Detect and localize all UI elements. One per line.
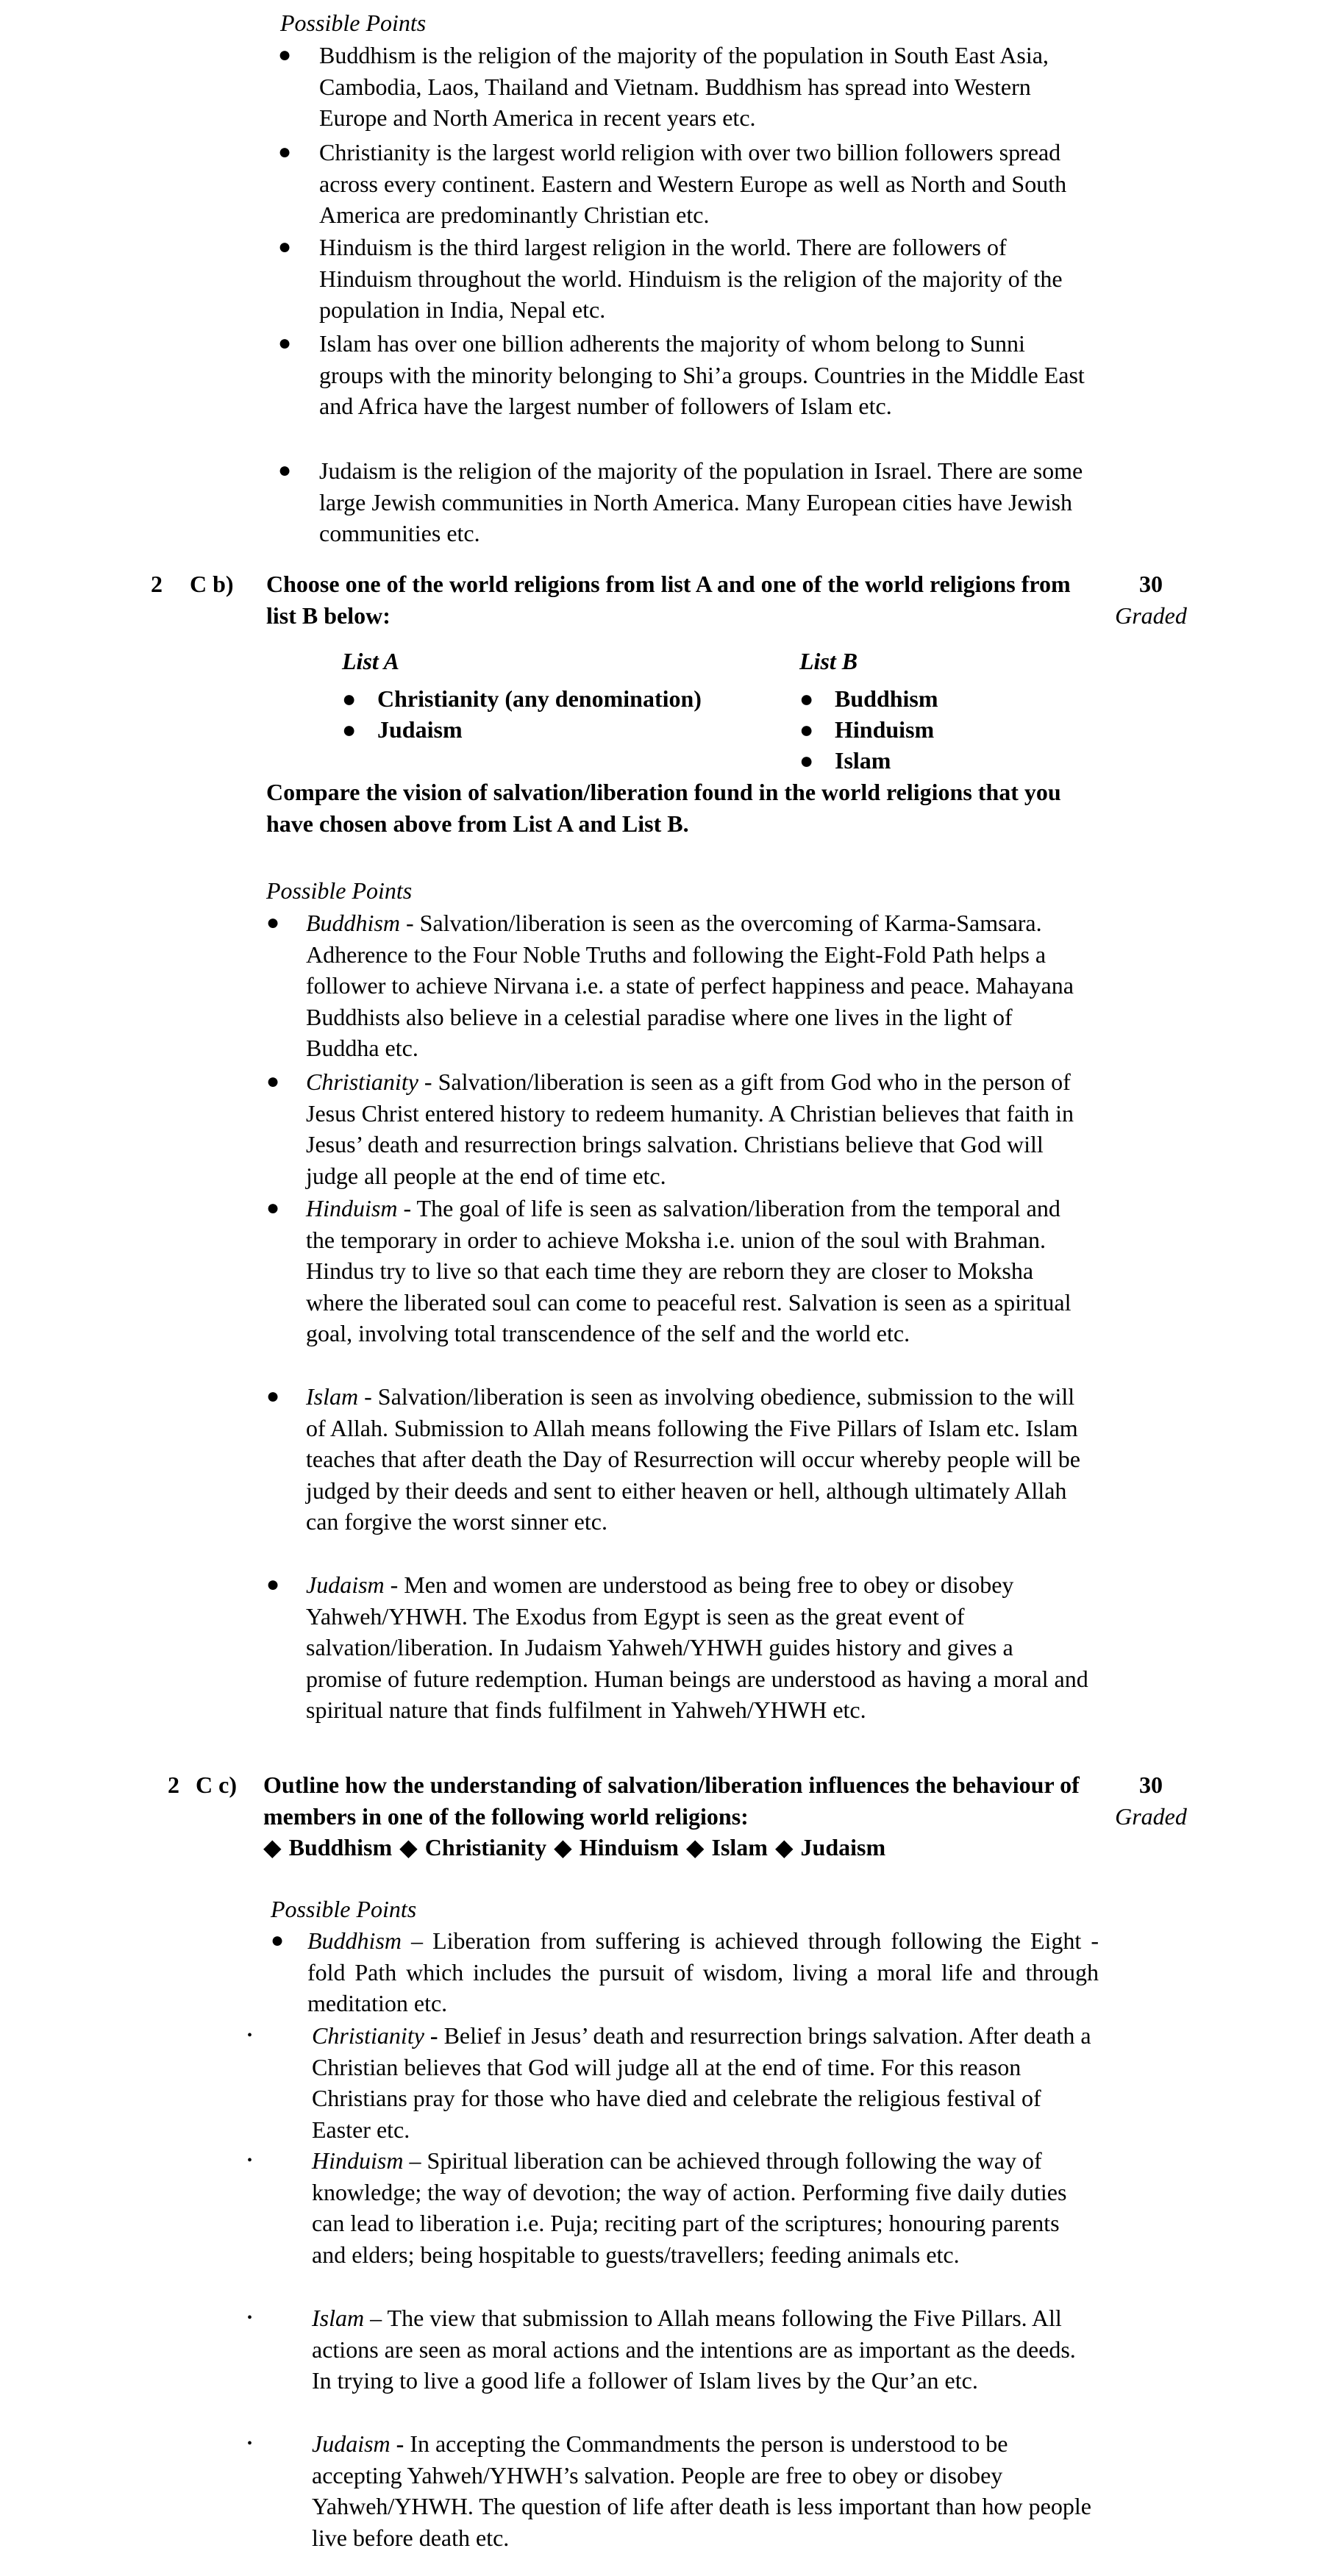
marks-value: 30 [1139, 571, 1163, 597]
bullet-icon: • [247, 2027, 253, 2044]
list-b-item: ● Hinduism [799, 714, 934, 746]
bullet-icon: ● [278, 235, 292, 259]
bullet-icon: ● [266, 1069, 280, 1093]
question-part: C b) [190, 571, 234, 597]
bullet-icon: ● [278, 140, 292, 164]
list-b-title: List B [799, 648, 858, 674]
bullet-icon: ● [799, 685, 814, 712]
religions-options-line: ◆ Buddhism ◆ Christianity ◆ Hinduism ◆ Islam ◆ Judaism [263, 1834, 886, 1860]
list-b-item: ● Islam [799, 745, 891, 777]
bullet-icon: ● [266, 1572, 280, 1596]
question-number: 2 [151, 571, 163, 597]
bullet-icon: ● [266, 910, 280, 935]
bullet-icon: ● [278, 43, 292, 67]
graded-label: Graded [1115, 1802, 1187, 1830]
bullet-icon: ● [271, 1928, 285, 1952]
marks-box [1103, 1769, 1199, 1832]
list-a-item: ● Christianity (any denomination) [342, 683, 702, 715]
section-a-heading: Possible Points [280, 10, 427, 36]
bullet-icon: • [247, 2310, 253, 2326]
bullet-icon: ● [266, 1384, 280, 1408]
possible-points-heading: Possible Points [266, 877, 413, 904]
possible-points-heading: Possible Points [271, 1896, 417, 1922]
bullet-icon: • [247, 2152, 253, 2169]
bullet-icon: ● [342, 716, 357, 743]
document-page: Possible Points ● Buddhism is the religion of the majority of the population in South East Asia, Cambodia, Laos, Thailand and Vietnam. Buddhism has spread into Western Europe and North America in recent years etc. ● Christianity is the largest world religion with over two billion followers spread across every continent. Eastern and Western Europe as well as North and South America are predominantly Christian etc. ● Hinduism is the third largest religion in the world. There are followers of Hinduism throughout the world. Hinduism is the religion of the majority of the population in India, Nepal etc. ● Islam has over one billion adherents the majority of whom belong to Sunni groups with the minority belonging to Shi’a groups. Countries in the Middle East and Africa have the largest number of followers of Islam etc. ● Judaism is the religion of the majority of the population in Israel. There are some large Jewish communities in North America. Many European cities have Jewish communities etc. 2 C b) Choose one of the world religions from list A and one of the world religions from list B below: 30 Graded List A List B ● Christianity (any denomination) ● Judaism ● Buddhism ● Hinduism ● Islam Compare the vision of salvation/liberation found in the world religions that you have chosen above from List A and List B. Possible Points ● Buddhism - Salvation/liberation is seen as the overcoming of Karma-Samsara. Adherence to the Four Noble Truths and following the Eight-Fold Path helps a follower to achieve Nirvana i.e. a state of perfect happiness and peace. Mahayana Buddhists also believe in a celestial paradise where one lives in the light of Buddha etc. ● Christianity - Salvation/liberation is seen as a gift from God who in the person of Jesus Christ entered history to redeem humanity. A Christian believes that faith in Jesus’ death and resurrection brings salvation. Christians believe that God will judge all people at the end of time etc. ● Hinduism - The goal of life is seen as salvation/liberation from the temporal and the temporary in order to achieve Moksha i.e. union of the soul with Brahman. Hindus try to live so that each time they are reborn they are closer to Moksha where the liberated soul can come to peaceful rest. Salvation is seen as a spiritual goal, involving total transcendence of the self and the world etc. ● Islam - Salvation/liberation is seen as involving obedience, submission to the will of Allah. Submission to Allah means following the Five Pillars of Islam etc. Islam teaches that after death the Day of Resurrection will occur whereby people will be judged by their deeds and sent to either heaven or hell, although ultimately Allah can forgive the worst sinner etc. ● Judaism - Men and women are understood as being free to obey or disobey Yahweh/YHWH. The Exodus from Egypt is seen as the great event of salvation/liberation. In Judaism Yahweh/YHWH guides history and gives a promise of future redemption. Human beings are understood as having a moral and spiritual nature that finds fulfilment in Yahweh/YHWH etc. 2 C c) Outline how the understanding of salvation/liberation influences the behaviour of members in one of the following world religions: ◆ Buddhism ◆ Christianity ◆ Hinduism ◆ Islam ◆ Judaism 30 Graded Possible Points ● Buddhism – Liberation from suffering is achieved through following the Eight - fold Path which includes the pursuit of wisdom, living a moral life and through meditation etc. • Christianity - Belief in Jesus’ death and resurrection brings salvation. After death a Christian believes that God will judge all at the end of time. For this reason Christians pray for those who have died and celebrate the religious festival of Easter etc. • Hinduism – Spiritual liberation can be achieved through following the way of knowledge; the way of devotion; the way of action. Performing five daily duties can lead to liberation i.e. Puja; reciting part of the scriptures; honouring parents and elders; being hospitable to guests/travellers; feeding animals etc. • Islam – The view that submission to Allah means following the Five Pillars. All actions are seen as moral actions and the intentions are as important as the deeds. In trying to live a good life a follower of Islam lives by the Qur’an etc. • Judaism - In accepting the Commandments the person is understood to be accepting Yahweh/YHWH’s salvation. People are free to obey or disobey Yahweh/YHWH. The question of life after death is less important than how people live before death etc. [0, 0, 1337, 2576]
bullet-icon: ● [342, 685, 357, 712]
bullet-icon: • [247, 2436, 253, 2452]
compare-instruction: Compare the vision of salvation/liberation found in the world religions that you have chosen above from List A and List B. [266, 779, 1061, 837]
question-part: C c) [196, 1772, 237, 1798]
bullet-icon: ● [278, 331, 292, 355]
question-number: 2 [168, 1772, 179, 1798]
bullet-icon: ● [799, 747, 814, 774]
bullet-icon: ● [278, 458, 292, 482]
bullet-icon: ● [266, 1196, 280, 1220]
marks-value: 30 [1139, 1772, 1163, 1798]
list-a-title: List A [342, 648, 399, 674]
question-text: Choose one of the world religions from list A and one of the world religions from list B below: [266, 571, 1071, 629]
list-b-item: ● Buddhism [799, 683, 938, 715]
marks-box [1103, 568, 1199, 631]
list-a-item: ● Judaism [342, 714, 463, 746]
bullet-icon: ● [799, 716, 814, 743]
graded-label: Graded [1115, 602, 1187, 629]
question-text: Outline how the understanding of salvation/liberation influences the behaviour of members in one of the following world religions: [263, 1772, 1080, 1830]
